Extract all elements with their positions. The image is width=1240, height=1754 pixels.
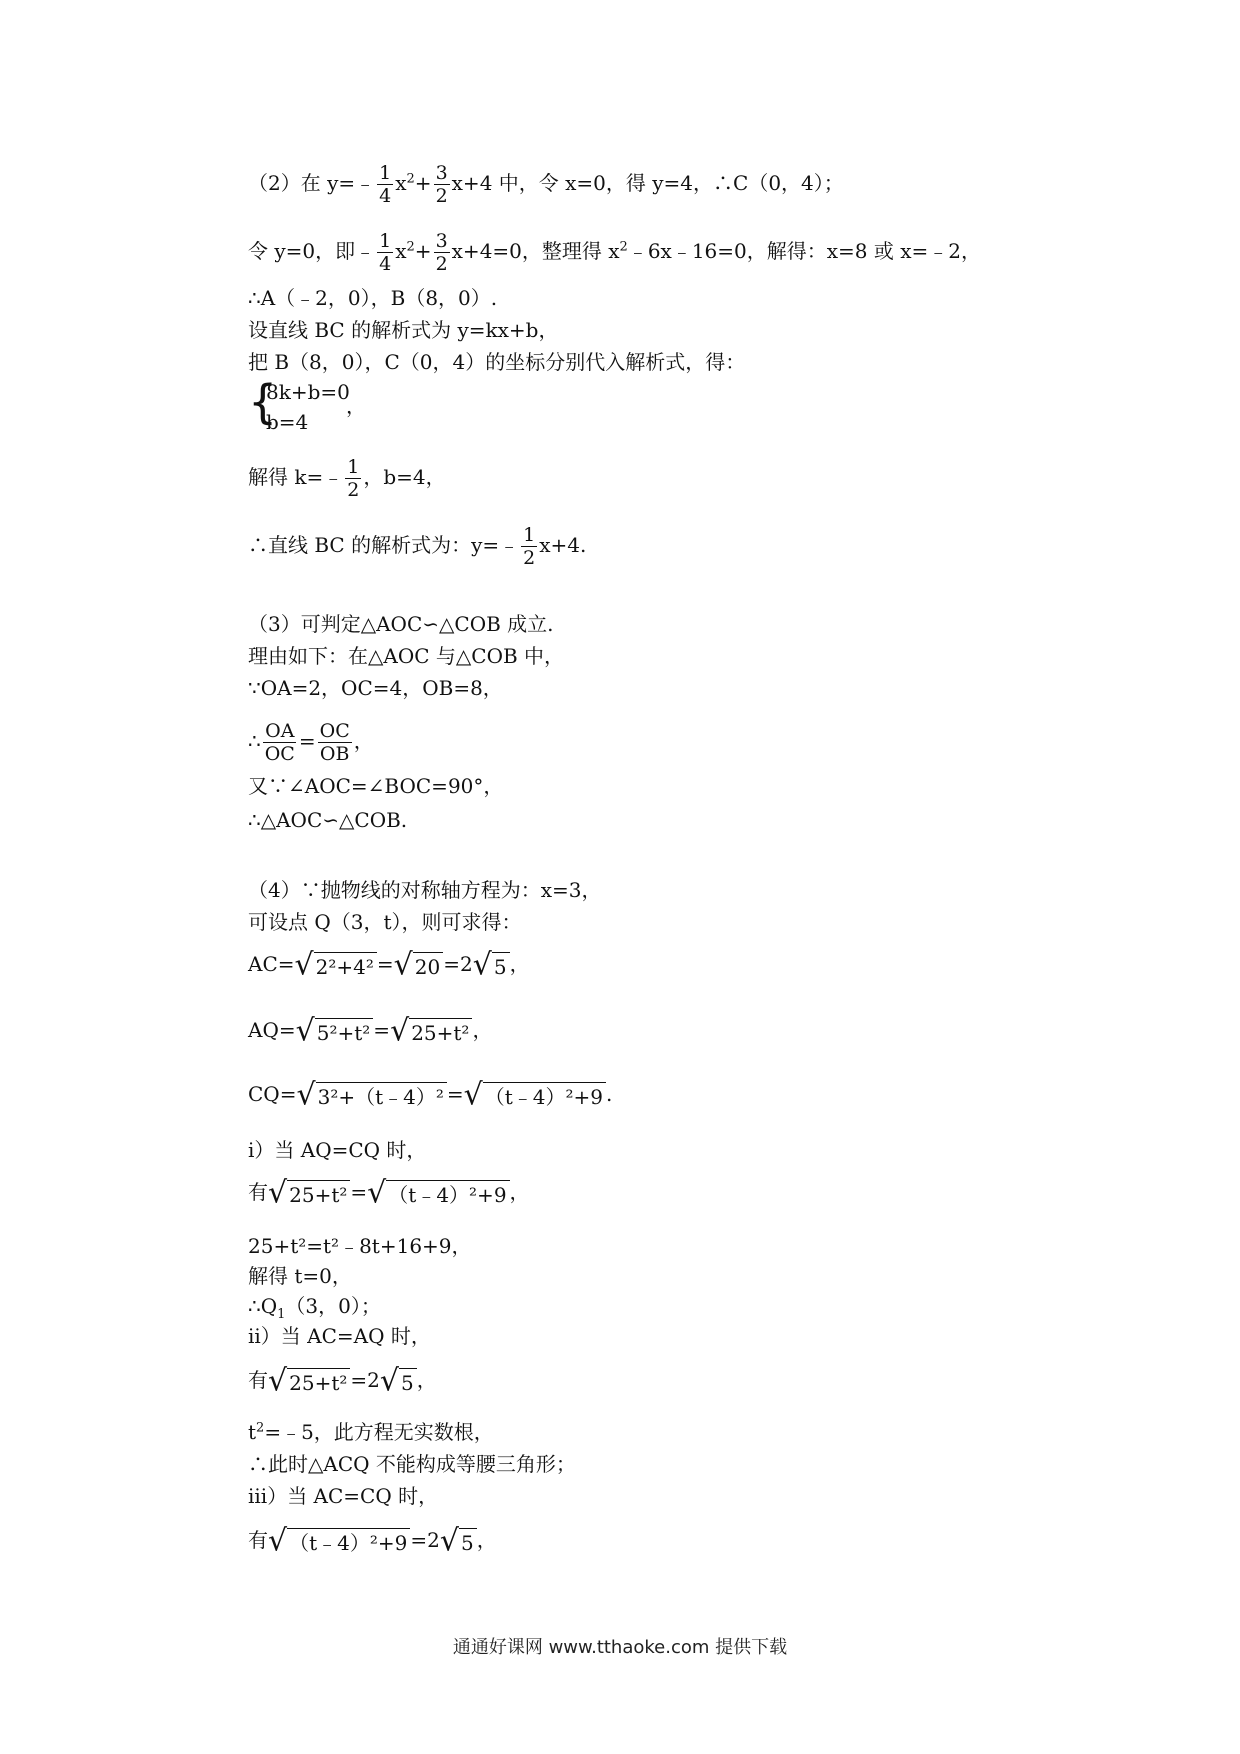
p4-line-1: （4）∵抛物线的对称轴方程为：x=3， (248, 878, 602, 902)
fraction: $\frac{1}{2}$ (523, 524, 536, 569)
fraction: $\frac{3}{2}$ (435, 162, 448, 207)
case1-title: i）当 AQ=CQ 时， (248, 1138, 427, 1162)
case1-formula: 有√ 25+t² =√ （t﹣4）²+9 ， (248, 1175, 530, 1211)
case2-formula: 有√ 25+t² =2√ 5 ， (248, 1363, 437, 1399)
bc-line: ∴直线 BC 的解析式为：y=﹣ $\frac{1}{2}$ x+4. (248, 524, 587, 569)
sqrt: √ 25+t² (268, 1366, 350, 1397)
system-row-1: 8k+b=0 (266, 380, 350, 404)
footer-credit: 通通好课网 www.tthaoke.com 提供下载 (452, 1637, 788, 1658)
p3-ratio-line: ∴ $\frac{OA}{OC}$ = $\frac{OC}{OB}$ ， (248, 720, 374, 765)
p2-line-3: ∴A（﹣2，0），B（8，0）. (248, 286, 498, 310)
p3-line-1: （3）可判定△AOC∽△COB 成立. (248, 612, 554, 636)
system-row-2: b=4 (266, 410, 309, 434)
sqrt: √ 3²+（t﹣4）² (296, 1080, 446, 1111)
fraction: $\frac{1}{4}$ (379, 230, 392, 275)
case2-conclusion: ∴此时△ACQ 不能构成等腰三角形； (248, 1452, 576, 1476)
fraction: $\frac{OC}{OB}$ (319, 720, 350, 765)
fraction: $\frac{3}{2}$ (435, 230, 448, 275)
fraction: $\frac{1}{2}$ (347, 456, 360, 501)
sqrt: √ 5 (380, 1366, 417, 1397)
ac-formula: AC=√ 2²+4² =√ 20 =2√ 5 ， (248, 947, 530, 983)
cq-formula: CQ=√ 3²+（t﹣4）² =√ （t﹣4）²+9 . (248, 1077, 613, 1113)
document-page: （2）在 y=﹣ $\frac{1}{4}$ $x^2+$ $\frac{3}{2}$ x+4 中，令 x=0，得 y=4，∴C（0，4）； 令 y=0，即﹣ $\frac{1}{4}$ $x^2+$ $\frac{3}{2}$ x+4=0，整理得 $x^2﹣6x﹣16=0$，解得：x=8 或 x=﹣2， ∴A（﹣2，0），B（8，0）. 设直线 BC 的解析式为 y=kx+b， 把 B（8，0），C（0，4）的坐标分别代入解析式，得： { 8k+b=0 b=4 ， 解得 k=﹣ $\frac{1}{2}$ ，b=4， ∴直线 BC 的解析式为：y=﹣ $\frac{1}{2}$ x+4. （3）可判定△AOC∽△COB 成立. 理由如下：在△AOC 与△COB 中， ∵OA=2，OC=4，OB=8， ∴ $\frac{OA}{OC}$ = $\frac{OC}{OB}$ ， 又∵∠AOC=∠BOC=90°， ∴△AOC∽△COB. （4）∵抛物线的对称轴方程为：x=3， 可设点 Q（3，t），则可求得： AC=√ 2²+4² =√ 20 =2√ 5 ， AQ=√ 5²+t² =√ 25+t² ， CQ=√ 3²+（t﹣4）² =√ （t﹣4）²+9 . i）当 AQ=CQ 时， 有√ 25+t² =√ （t﹣4）²+9 ， 25+t²=t²﹣8t+16+9， 解得 t=0， $\therefore Q_1(3$，0）； ii）当 AC=AQ 时， 有√ 25+t² =2√ 5 ， $t^2=﹣5$，此方程无实数根， ∴此时△ACQ 不能构成等腰三角形； iii）当 AC=CQ 时， 有√ （t﹣4）²+9 =2√ 5 ， 通通好课网 www.tthaoke.com 提供下载 (0, 0, 1240, 1754)
aq-formula: AQ=√ 5²+t² =√ 25+t² ， (248, 1013, 493, 1049)
brace-icon: { (248, 375, 278, 429)
p3-line-6: ∴△AOC∽△COB. (248, 808, 408, 832)
case1-solve: 解得 t=0， (248, 1264, 352, 1288)
fraction: $\frac{1}{4}$ (379, 162, 392, 207)
sqrt: √ 20 (394, 950, 444, 981)
sqrt: √ 5²+t² (296, 1016, 374, 1047)
sqrt: √ 2²+4² (295, 950, 377, 981)
sqrt: √ （t﹣4）²+9 (268, 1526, 410, 1557)
p4-line-2: 可设点 Q（3，t），则可求得： (248, 910, 522, 934)
sqrt: √ 25+t² (268, 1178, 350, 1209)
case3-title: iii）当 AC=CQ 时， (248, 1484, 439, 1508)
p2-line-4: 设直线 BC 的解析式为 y=kx+b， (248, 318, 559, 342)
sqrt: √ 25+t² (390, 1016, 472, 1047)
solve-k-line: 解得 k=﹣ $\frac{1}{2}$ ，b=4， (248, 456, 446, 501)
sqrt: √ 5 (473, 950, 510, 981)
case1-equation: 25+t²=t²﹣8t+16+9， (248, 1234, 472, 1258)
case1-point: $\therefore Q_1(3$，0）； (248, 1294, 381, 1322)
sqrt: √ （t﹣4）²+9 (367, 1178, 509, 1209)
p2-line-1: （2）在 y=﹣ $\frac{1}{4}$ $x^2+$ $\frac{3}{2}$ x+4 中，令 x=0，得 y=4，∴C（0，4）； (248, 162, 844, 207)
case2-equation: $t^2=﹣5$，此方程无实数根， (248, 1420, 494, 1444)
case2-title: ii）当 AC=AQ 时， (248, 1324, 431, 1348)
sqrt: √ （t﹣4）²+9 (464, 1080, 606, 1111)
p3-line-3: ∵OA=2，OC=4，OB=8， (248, 676, 503, 700)
p3-line-2: 理由如下：在△AOC 与△COB 中， (248, 644, 565, 668)
case3-formula: 有√ （t﹣4）²+9 =2√ 5 ， (248, 1523, 497, 1559)
p2-line-5: 把 B（8，0），C（0，4）的坐标分别代入解析式，得： (248, 350, 746, 374)
text: （2）在 y=﹣ (248, 171, 376, 195)
fraction: $\frac{OA}{OC}$ (264, 720, 295, 765)
p2-line-2: 令 y=0，即﹣ $\frac{1}{4}$ $x^2+$ $\frac{3}{2}$ x+4=0，整理得 $x^2﹣6x﹣16=0$，解得：x=8 或 x=﹣2， (248, 230, 982, 275)
sqrt: √ 5 (440, 1526, 477, 1557)
p3-line-5: 又∵∠AOC=∠BOC=90°， (248, 774, 504, 798)
